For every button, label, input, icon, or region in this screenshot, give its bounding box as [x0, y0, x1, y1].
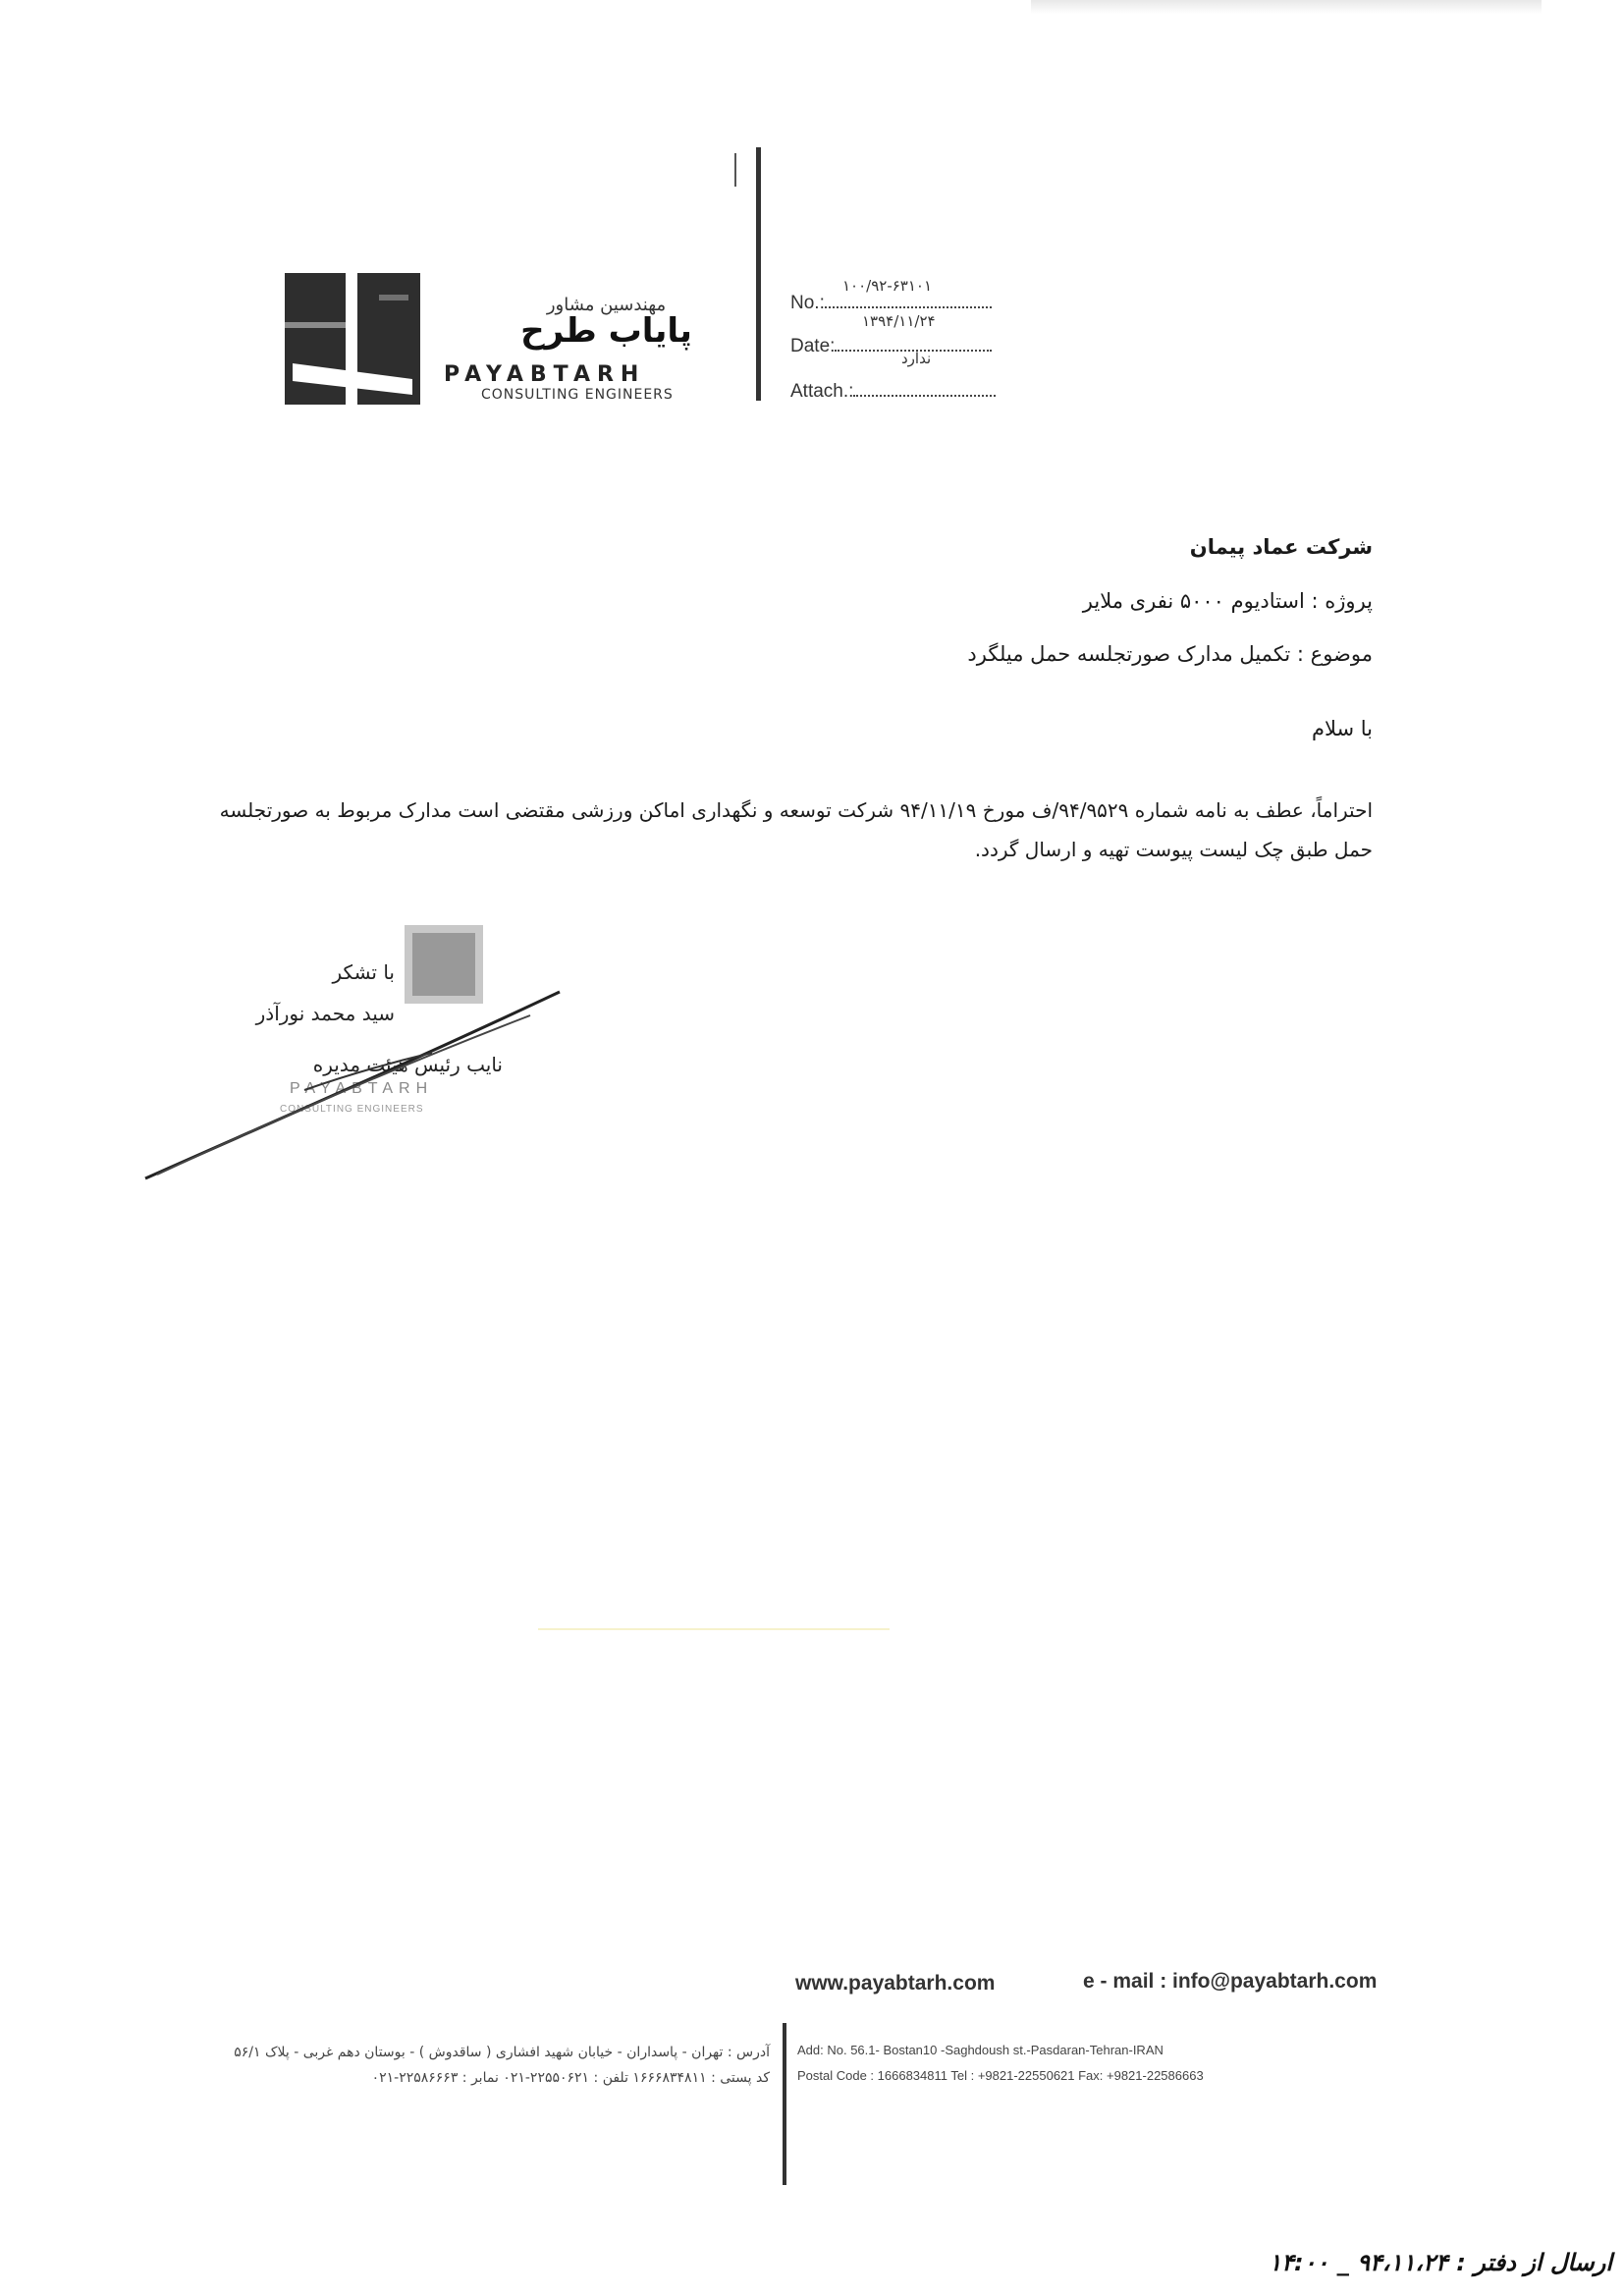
scan-artifact — [538, 1628, 890, 1630]
recipient: شرکت عماد پیمان — [1189, 535, 1373, 559]
signer-name: سید محمد نورآذر — [255, 1002, 395, 1025]
letter-number-label: No.: — [790, 293, 825, 313]
subject-line: موضوع : تکمیل مدارک صورتجلسه حمل میلگرد — [967, 642, 1373, 666]
header-divider — [756, 147, 761, 401]
letter-date-value: ۱۳۹۴/۱۱/۲۴ — [862, 312, 936, 330]
address-fa-line-1: آدرس : تهران - پاسداران - خیابان شهید افشاری ( ساقدوش ) - بوستان دهم غربی - پلاک ۵۶/۱ — [234, 2045, 770, 2060]
scan-edge-smudge — [1031, 0, 1542, 14]
letter-date-row — [790, 334, 992, 357]
footer-divider — [783, 2023, 786, 2185]
letter-number-value: ۱۰۰/۹۲-۶۳۱۰۱ — [842, 277, 933, 295]
signer-title: نایب رئیس هیئت مدیره — [312, 1053, 503, 1076]
stamp-subtext: CONSULTING ENGINEERS — [280, 1104, 424, 1115]
letter-number-row — [790, 291, 992, 314]
website-link[interactable]: www.payabtarh.com — [795, 1972, 996, 1995]
letter-attach-value: ندارد — [901, 350, 932, 367]
email-link[interactable]: e - mail : info@payabtarh.com — [1083, 1970, 1378, 1993]
signature-stroke — [137, 982, 569, 1188]
closing-thanks: با تشکر — [332, 960, 395, 984]
greeting: با سلام — [1311, 717, 1373, 740]
brand-name-en: PAYABTARH — [444, 362, 646, 387]
project-line: پروژه : استادیوم ۵۰۰۰ نفری ملایر — [1082, 589, 1373, 613]
letter-attach-row — [790, 379, 996, 403]
letter-attach-label: Attach.: — [790, 381, 854, 402]
letter-date-label: Date: — [790, 336, 836, 356]
brand-name-fa — [496, 295, 717, 351]
brand-title-fa: پایاب طرح — [520, 311, 692, 351]
brand-subtitle-en: CONSULTING ENGINEERS — [481, 387, 674, 403]
brand-tagline-fa: مهندسین مشاور — [546, 295, 667, 315]
letter-body: احتراماً، عطف به نامه شماره ۹۴/۹۵۲۹/ف مورخ ۹۴/۱۱/۱۹ شرکت توسعه و نگهداری اماکن ورزشی مقتضی است مدارک مربوط به صورتجلسه حمل طبق چک لیست پیوست تهیه و ارسال گردد. — [219, 798, 1373, 861]
address-fa-line-2: کد پستی : ۱۶۶۶۸۳۴۸۱۱ تلفن : ۲۲۵۵۰۶۲۱-۰۲۱ نمابر : ۲۲۵۸۶۶۶۳-۰۲۱ — [371, 2070, 770, 2086]
payabtarh-logo-icon — [285, 273, 420, 405]
stamp-text: PAYABTARH — [290, 1080, 434, 1097]
header-tick-mark — [734, 153, 736, 187]
address-en-line-2: Postal Code : 1666834811 Tel : +9821-22550621 Fax: +9821-22586663 — [797, 2068, 1204, 2083]
address-en-line-1: Add: No. 56.1- Bostan10 -Saghdoush st.-Pasdaran-Tehran-IRAN — [797, 2043, 1164, 2057]
handwritten-dispatch-note: ارسال از دفتر : ۹۴،۱۱،۲۴ _ ۱۴:۰۰ — [1269, 2249, 1612, 2276]
